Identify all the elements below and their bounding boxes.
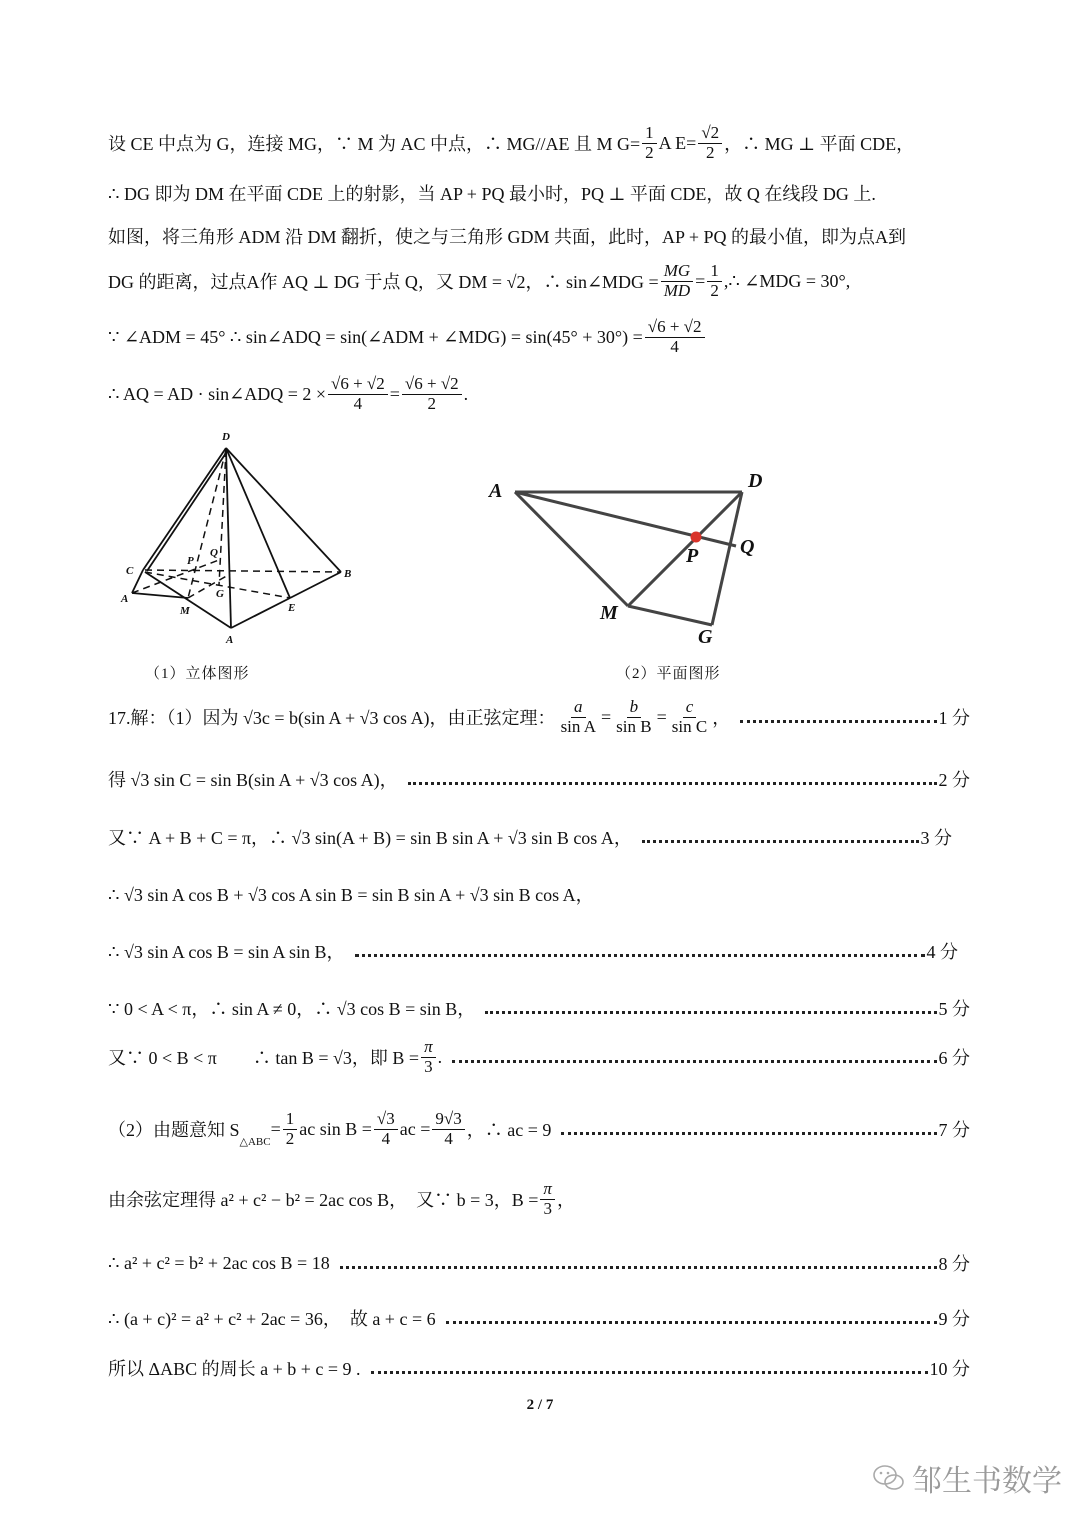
proof-line-2: ∴ DG 即为 DM 在平面 CDE 上的射影，当 AP + PQ 最小时，PQ ⊥ 平面 CDE，故 Q 在线段 DG 上. [108, 184, 876, 204]
denominator: sin C [671, 716, 708, 736]
denominator: MD [663, 280, 691, 300]
numerator: c [683, 698, 697, 718]
fraction [540, 1180, 555, 1218]
score: 1 分 [938, 708, 970, 729]
solution-line-2 [108, 766, 970, 792]
denominator: 4 [353, 393, 363, 413]
denominator: sin B [616, 716, 652, 736]
text: . [437, 1046, 443, 1067]
numerator: π [421, 1038, 436, 1058]
solution-line-7 [108, 1038, 970, 1076]
watermark-text: 邹生书数学 [912, 1464, 1062, 1499]
figure-1-caption: （1）立体图形 [145, 666, 250, 682]
denominator: 4 [444, 1128, 453, 1148]
fraction [558, 698, 599, 736]
numerator: b [627, 698, 642, 718]
label-q: Q [210, 547, 218, 559]
text: . [463, 383, 469, 404]
denominator: 4 [670, 336, 679, 356]
text: 所以 ΔABC 的周长 a + b + c = 9 . [108, 1359, 361, 1379]
denominator: 2 [645, 142, 654, 162]
numerator: √6 + √2 [328, 375, 388, 395]
fraction [613, 698, 654, 736]
dot-leader [408, 782, 937, 785]
page-number: 2 / 7 [526, 1397, 554, 1413]
fraction [421, 1038, 436, 1076]
denominator: 2 [710, 280, 719, 300]
dot-leader [446, 1321, 937, 1324]
score: 4 分 [926, 942, 958, 962]
subscript: △ABC [239, 1136, 271, 1149]
wechat-icon [872, 1463, 906, 1493]
text: ，∴ MG ⊥ 平面 CDE， [724, 134, 915, 155]
solution-line-6 [108, 995, 970, 1021]
text: ， [556, 1190, 575, 1211]
numerator: √3 [374, 1110, 398, 1130]
dot-leader [355, 954, 925, 957]
text: 得 √3 sin C = sin B(sin A + √3 cos A)， [108, 770, 398, 790]
label-a: A [489, 480, 503, 502]
dot-leader [642, 840, 919, 843]
text: 又∵ A + B + C = π，∴ √3 sin(A + B) = sin B sin A + √3 sin B cos A， [108, 828, 632, 848]
text: 又∵ 0 < B < π ∴ tan B = √3，即 B = [108, 1048, 420, 1069]
numerator: √6 + √2 [645, 318, 705, 338]
solution-line-1: 17.解：（1）因为 √3c = b(sin A + √3 cos A)，由正弦定理： $\frac{a}{\text{sin A}}$ = $\frac{b}{\text{sin B}}$ = $\frac{c}{\text{sin C}}$ ， 1 分 [108, 697, 970, 736]
label-m: M [600, 602, 618, 624]
dot-leader [561, 1132, 936, 1135]
label-d: D [222, 431, 230, 443]
solution-line-5 [108, 938, 958, 964]
numerator: 1 [642, 124, 657, 144]
dot-leader [371, 1371, 928, 1374]
text: DG 的距离，过点A作 AQ ⊥ DG 于点 Q，又 DM = √2，∴ sin∠MDG = [108, 272, 659, 293]
denominator: 2 [706, 142, 715, 162]
text: 17.解：（1）因为 √3c = b(sin A + √3 cos A)，由正弦定理： [108, 708, 556, 729]
dot-leader [452, 1060, 936, 1063]
denominator: 2 [285, 1128, 295, 1148]
text: ， [712, 708, 731, 729]
score: 9 分 [938, 1309, 970, 1329]
figure-2-caption: （2）平面图形 [616, 666, 721, 682]
fraction [374, 1110, 398, 1148]
dot-leader [485, 1011, 936, 1014]
text: = [695, 270, 706, 291]
numerator: a [571, 698, 586, 718]
score: 3 分 [920, 828, 952, 848]
numerator: 1 [707, 262, 722, 282]
denominator: 3 [424, 1056, 433, 1076]
denominator: 4 [381, 1128, 391, 1148]
text: ac = [399, 1118, 431, 1139]
label-a: A [226, 634, 234, 646]
label-g: G [698, 626, 713, 648]
solution-line-9 [108, 1180, 575, 1218]
label-m: M [180, 605, 190, 617]
numerator: MG [661, 262, 693, 282]
text: 设 CE 中点为 G，连接 MG，∵ M 为 AC 中点，∴ MG//AE 且 M G= [108, 134, 641, 155]
fraction [283, 1110, 298, 1148]
label-d: D [748, 470, 763, 492]
text: = [270, 1118, 281, 1139]
fraction [432, 1110, 464, 1148]
score: 2 分 [938, 770, 970, 790]
text: ，∴ ac = 9 [466, 1120, 552, 1141]
score: 7 分 [938, 1120, 970, 1141]
text: ∴ √3 sin A cos B = sin A sin B， [108, 942, 345, 962]
text: ∵ ∠ADM = 45° ∴ sin∠ADQ = sin(∠ADM + ∠MDG) = sin(45° + 30°) = [108, 326, 643, 347]
label-g: G [216, 588, 224, 600]
denominator: 3 [543, 1198, 552, 1218]
text: ∴ AQ = AD · sin∠ADQ = 2 × [108, 383, 326, 404]
dot-leader [740, 720, 936, 723]
fraction [669, 698, 710, 736]
denominator: 2 [427, 393, 437, 413]
solution-line-11 [108, 1305, 970, 1331]
solution-line-3 [108, 824, 952, 850]
score: 8 分 [938, 1254, 970, 1274]
text: A E= [658, 132, 697, 153]
solution-line-10 [108, 1250, 970, 1276]
numerator: 9√3 [432, 1110, 464, 1130]
text: ∵ 0 < A < π，∴ sin A ≠ 0，∴ √3 cos B = sin B， [108, 999, 476, 1019]
score: 5 分 [938, 999, 970, 1019]
text: ∴ (a + c)² = a² + c² + 2ac = 36， 故 a + c = 6 [108, 1309, 436, 1329]
label-e: E [288, 602, 296, 614]
figure-3d-pyramid [0, 0, 1080, 660]
label-c: C [126, 565, 134, 577]
numerator: √2 [698, 124, 722, 144]
text: ,∴ ∠MDG = 30°, [723, 270, 851, 291]
text: ac sin B = [299, 1118, 372, 1139]
score: 6 分 [938, 1048, 970, 1069]
solution-line-12 [108, 1355, 970, 1381]
label-p: P [187, 555, 194, 567]
text: ∴ a² + c² = b² + 2ac cos B = 18 [108, 1252, 330, 1273]
watermark [872, 1456, 1062, 1500]
proof-line-3: 如图，将三角形 ADM 沿 DM 翻折，使之与三角形 GDM 共面，此时，AP + PQ 的最小值，即为点A到 [108, 227, 907, 247]
label-a-folded: A [121, 593, 129, 605]
text: （2）由题意知 S [108, 1120, 240, 1141]
denominator: sin A [560, 716, 596, 736]
point-p [691, 532, 702, 543]
text: = [389, 383, 400, 404]
score: 10 分 [929, 1359, 970, 1379]
numerator: 1 [283, 1110, 298, 1130]
label-q: Q [740, 536, 755, 558]
solution-line-4: ∴ √3 sin A cos B + √3 cos A sin B = sin B sin A + √3 sin B cos A， [108, 885, 594, 905]
numerator: √6 + √2 [402, 375, 462, 395]
label-b: B [344, 568, 352, 580]
solution-line-8 [108, 1110, 970, 1148]
dot-leader [340, 1266, 937, 1269]
text: 由余弦定理得 a² + c² − b² = 2ac cos B， 又∵ b = 3，B = [108, 1190, 539, 1211]
label-p: P [686, 545, 699, 567]
numerator: π [540, 1180, 555, 1200]
